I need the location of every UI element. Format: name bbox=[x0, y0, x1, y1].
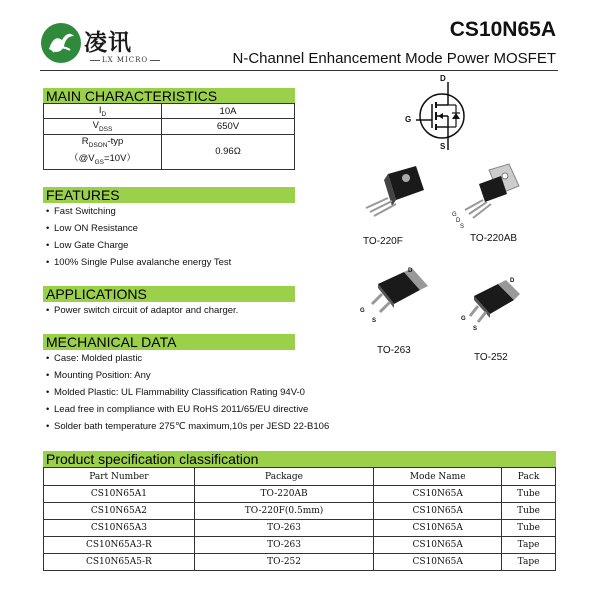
cell-part-number: CS10N65A3 bbox=[44, 520, 195, 537]
symbol-label-g: G bbox=[405, 115, 412, 124]
cell-pack: Tube bbox=[502, 486, 556, 503]
package-label-to220ab: TO-220AB bbox=[470, 233, 518, 244]
cell-package: TO-263 bbox=[194, 520, 373, 537]
param-id: $I_D$ bbox=[44, 104, 162, 119]
main-characteristics-heading: MAIN CHARACTERISTICS bbox=[43, 88, 295, 104]
brand-name-en-text: LX MICRO bbox=[102, 56, 149, 64]
pin-label-d-263: D bbox=[408, 268, 413, 274]
to220f-package-icon bbox=[358, 160, 438, 230]
main-characteristics-table bbox=[43, 103, 295, 170]
header-mode-name: Mode Name bbox=[374, 468, 502, 486]
param-rdson: $R_{DSON}$-typ $(@V_{GS}=10V)$ bbox=[44, 135, 162, 170]
value-id: 10A bbox=[162, 104, 295, 119]
brand-name-en bbox=[88, 56, 162, 64]
cell-pack: Tube bbox=[502, 520, 556, 537]
header-divider bbox=[40, 70, 558, 71]
cell-package: TO-263 bbox=[194, 537, 373, 554]
cell-pack: Tape bbox=[502, 537, 556, 554]
cell-part-number: CS10N65A2 bbox=[44, 503, 195, 520]
list-item: • Lead free in compliance with EU RoHS 2011/65/EU directive bbox=[46, 404, 309, 415]
cell-pack: Tube bbox=[502, 503, 556, 520]
table-row bbox=[44, 520, 556, 537]
table-row bbox=[44, 135, 295, 170]
list-item: • Fast Switching bbox=[46, 206, 116, 217]
applications-heading: APPLICATIONS bbox=[43, 286, 295, 302]
brand-name-cn: 凌讯 bbox=[84, 29, 132, 56]
list-item: • Power switch circuit of adaptor and charger. bbox=[46, 305, 239, 316]
pin-label-g: G bbox=[452, 212, 457, 218]
list-item: • Low Gate Charge bbox=[46, 240, 129, 251]
pin-label-s: S bbox=[460, 224, 465, 230]
cell-mode-name: CS10N65A bbox=[374, 554, 502, 571]
pin-label-s-252: S bbox=[473, 326, 478, 332]
pin-label-d-252: D bbox=[510, 278, 515, 284]
cell-package: TO-220AB bbox=[194, 486, 373, 503]
value-rdson: 0.96Ω bbox=[162, 135, 295, 170]
cell-part-number: CS10N65A3-R bbox=[44, 537, 195, 554]
pin-label-g-263: G bbox=[360, 308, 365, 314]
package-label-to263: TO-263 bbox=[377, 345, 411, 356]
product-spec-heading: Product specification classification bbox=[43, 451, 556, 467]
table-row bbox=[44, 554, 556, 571]
mechanical-data-heading: MECHANICAL DATA bbox=[43, 334, 295, 350]
company-logo-icon bbox=[40, 22, 82, 64]
value-vdss: 650V bbox=[162, 119, 295, 135]
list-item: • Case: Molded plastic bbox=[46, 353, 143, 364]
list-item: • Solder bath temperature 275℃ maximum,10s per JESD 22-B106 bbox=[46, 421, 330, 432]
symbol-label-d: D bbox=[440, 74, 446, 83]
list-item: • 100% Single Pulse avalanche energy Test bbox=[46, 257, 232, 268]
table-row bbox=[44, 119, 295, 135]
symbol-label-s: S bbox=[440, 142, 446, 151]
pin-label-d: D bbox=[456, 218, 461, 224]
table-header-row bbox=[44, 468, 556, 486]
cell-pack: Tape bbox=[502, 554, 556, 571]
device-subtitle: N-Channel Enhancement Mode Power MOSFET bbox=[232, 50, 556, 67]
table-row bbox=[44, 503, 556, 520]
product-spec-table bbox=[43, 467, 556, 571]
cell-mode-name: CS10N65A bbox=[374, 520, 502, 537]
cell-part-number: CS10N65A1 bbox=[44, 486, 195, 503]
table-row bbox=[44, 486, 556, 503]
header-part-number: Part Number bbox=[44, 468, 195, 486]
param-vdss: $V_{DSS}$ bbox=[44, 119, 162, 135]
features-heading: FEATURES bbox=[43, 187, 295, 203]
table-row bbox=[44, 104, 295, 119]
package-label-to220f: TO-220F bbox=[363, 236, 403, 247]
pin-label-g-252: G bbox=[461, 316, 466, 322]
pin-label-s-263: S bbox=[372, 318, 377, 324]
cell-package: TO-252 bbox=[194, 554, 373, 571]
cell-part-number: CS10N65A5-R bbox=[44, 554, 195, 571]
list-item: • Molded Plastic: UL Flammability Classification Rating 94V-0 bbox=[46, 387, 305, 398]
cell-mode-name: CS10N65A bbox=[374, 503, 502, 520]
list-item: • Mounting Position: Any bbox=[46, 370, 151, 381]
header-package: Package bbox=[194, 468, 373, 486]
to252-package-icon bbox=[460, 272, 530, 342]
package-label-to252: TO-252 bbox=[474, 352, 508, 363]
cell-mode-name: CS10N65A bbox=[374, 486, 502, 503]
list-item: • Low ON Resistance bbox=[46, 223, 138, 234]
cell-mode-name: CS10N65A bbox=[374, 537, 502, 554]
to220ab-package-icon bbox=[455, 160, 535, 230]
table-row bbox=[44, 537, 556, 554]
part-number-title: CS10N65A bbox=[449, 18, 556, 41]
header-pack: Pack bbox=[502, 468, 556, 486]
cell-package: TO-220F(0.5mm) bbox=[194, 503, 373, 520]
